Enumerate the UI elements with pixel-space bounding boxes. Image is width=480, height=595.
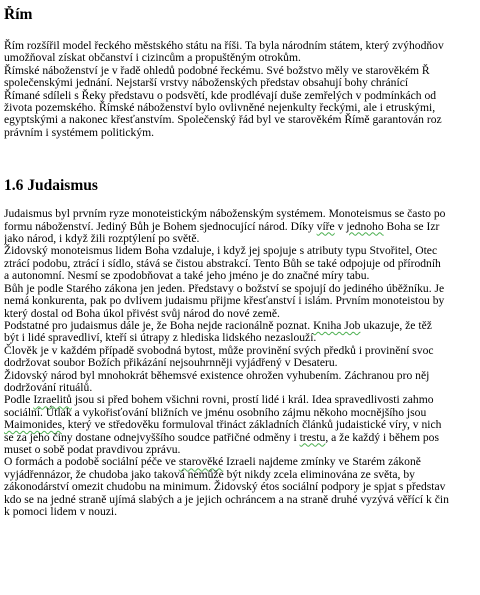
text-run: společenskými jednání. Nejstarší vrstvy náboženských představ obsahují bohy chránící — [4, 76, 409, 90]
text-run: právním i systémem politickým. — [4, 125, 155, 139]
text-run: Bůh je podle Starého zákona jen jeden. Představy o božství se spojují do jediného úběžníku. Je — [4, 281, 445, 295]
text-run: jako národ, i když žili rozptýlení po světě. — [4, 232, 200, 246]
text-run: formu náboženství. Jediný Bůh je Bohem sjednocující národ. Díky — [4, 219, 317, 233]
section-gap — [4, 139, 480, 177]
text-run: se za jeho činy dostane odnejvyššího soudce patřičné odměny i — [4, 430, 300, 444]
section-body-judaismus — [4, 208, 480, 518]
spellcheck-word: Maimonides — [4, 418, 62, 432]
text-run: muset o sobě podat pravdivou zprávu. — [4, 442, 181, 456]
text-run: egyptskými a nakonec křesťanstvím. Společenský řád byl ve starověkém Římě garantován roz — [4, 113, 442, 127]
text-run: zákonodárství omezit chudobu na minimum. Židovský étos sociální podpory je spjat s představ — [4, 480, 446, 494]
text-run: Podstatné pro judaismus dále je, že Boha nejde racionálně poznat. — [4, 318, 314, 332]
text-run: Boha se Izr — [383, 219, 440, 233]
text-run: Judaismus byl prvním ryze monoteistickým náboženským systémem. Monoteismus se často po — [4, 207, 446, 221]
text-run: kdo se na jedné straně ujímá slabých a je jejich ochráncem a na straně druhé vyzývá věřící k čin — [4, 492, 449, 506]
text-run: Římané sdíleli s Řeky představu o podsvětí, kde prodlévají duše zemřelých v podmínkách od — [4, 88, 437, 102]
text-run: ztrácí podobu, ztrácí i sídlo, stává se čistou abstrakcí. Tento Bůh se také odpojuje od přírodníh — [4, 256, 441, 270]
text-run: umožňoval získat občanství i cizincům a propuštěným otrokům. — [4, 51, 301, 65]
section-title-judaismus: 1.6 Judaismus — [4, 177, 98, 195]
text-run: Podle — [4, 393, 34, 407]
text-run: jsou si před bohem všichni rovni, prostí lidé i král. Idea spravedlivosti zahmo — [71, 393, 434, 407]
text-run: O formách a podobě sociální péče ve — [4, 455, 179, 469]
text-run: vyjádřennázor, že chudoba jako taková nemůže být nikdy zcela eliminována ze světa, by — [4, 467, 415, 481]
text-run: Římské náboženství je v řadě ohledů podobné řeckému. Své božstvo měly ve starověkém Ř — [4, 63, 430, 77]
text-run: dodržování rituálů. — [4, 380, 93, 394]
text-run: Izraeli najdeme zmínky ve Starém zákoně — [223, 455, 421, 469]
text-run: života pozemského. Římské náboženství bylo ovlivněné nejenkulty řeckými, ale i etruskými, — [4, 101, 436, 115]
text-run: Člověk je v každém případě svobodná bytost, může provinění svých předků i provinění svoc — [4, 343, 434, 357]
spellcheck-word: jednoho — [346, 219, 384, 233]
text-line — [4, 506, 480, 518]
spellcheck-word: trestu — [299, 430, 326, 444]
text-run: a autonomní. Nesmí se zpodobňovat a také jeho jméno je do značné míry tabu. — [4, 269, 370, 283]
document-page — [4, 6, 480, 518]
text-run: , který ve středověku formuloval třináct základních článků judaistické víry, v nich — [61, 418, 442, 432]
spellcheck-word: Izraelitů — [33, 393, 72, 407]
text-run: Židovský monoteismus lidem Boha vzdaluje, i když jej spojuje s atributy typu Stvořitel, Otec — [4, 244, 438, 258]
spellcheck-word: víře — [316, 219, 335, 233]
text-run: , a že každý i během pos — [325, 430, 439, 444]
spellcheck-word: starověké — [178, 455, 224, 469]
text-run: sociální. Útlak a vykořisťování bližních ve jménu osobního zájmu někoho mocnějšího jsou — [4, 405, 427, 419]
text-run: nemá konkurenta, pak po dvlivem judaismu přijme křesťanství i islám. Prvním monoteistou by — [4, 294, 445, 308]
text-run: Řím rozšířil model řeckého městského státu na říši. Ta byla národním státem, který zvýhodňov — [4, 39, 444, 52]
text-run: v — [334, 219, 347, 233]
section-title-rim: Řím — [4, 6, 33, 23]
section-body-rim — [4, 40, 480, 139]
text-run: který dostal od Boha úkol přivést svůj národ do nové země. — [4, 306, 280, 320]
text-run: dodržovat soubor Božích přikázání nejsouhrnněji vyjádřený v Desateru. — [4, 356, 338, 370]
text-line — [4, 127, 480, 139]
text-run: k pomoci lidem v nouzi. — [4, 505, 118, 518]
text-run: být i lidé spravedliví, kteří si útrapy z hlediska lidského nezaslouží. — [4, 331, 317, 345]
spellcheck-word: Kniha Job — [313, 318, 361, 332]
text-run: Židovský národ byl mnohokrát běhemsvé existence ohrožen vyhubením. Záchranou pro něj — [4, 368, 430, 382]
text-run: ukazuje, že těž — [360, 318, 432, 332]
